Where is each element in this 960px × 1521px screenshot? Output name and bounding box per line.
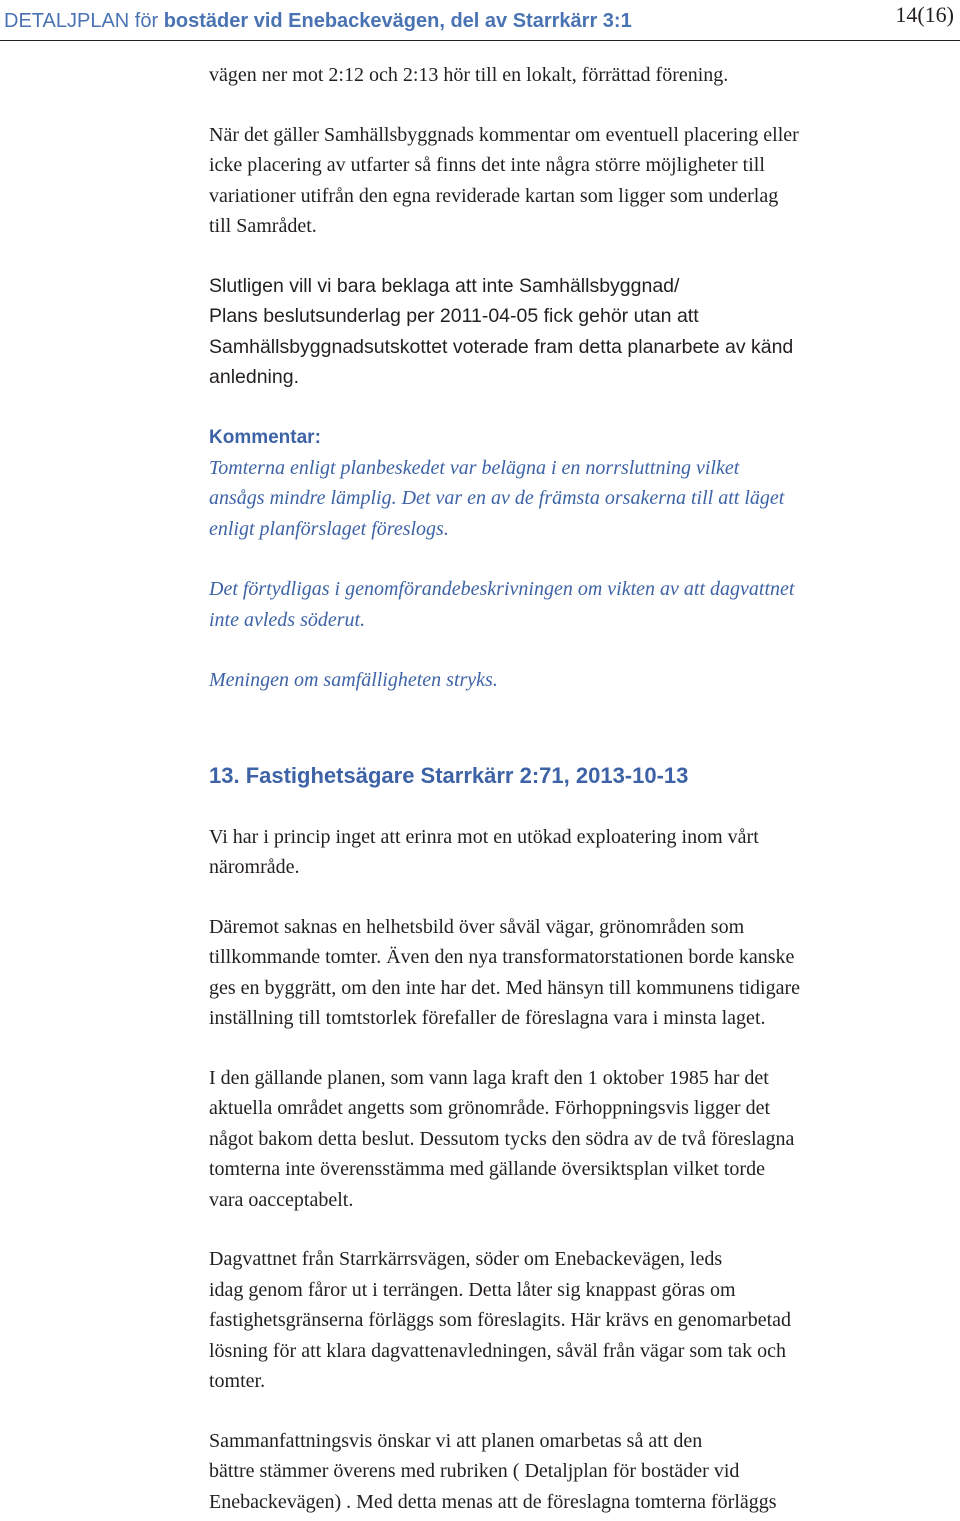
text-line: Det förtydligas i genomförandebeskrivningen om vikten av att dagvattnet xyxy=(209,578,795,600)
text-line: icke placering av utfarter så finns det inte några större möjligheter till xyxy=(209,154,765,176)
text-line: ges en byggrätt, om den inte har det. Med hänsyn till kommunens tidigare xyxy=(209,976,800,999)
page-number: 14(16) xyxy=(895,2,954,27)
text-line: Slutligen vill vi bara beklaga att inte Samhällsbyggnad/ xyxy=(209,274,680,297)
text-line: närområde. xyxy=(209,856,300,878)
document-body xyxy=(209,60,955,1517)
text-line: anledning. xyxy=(209,366,299,388)
text-line: Vi har i princip inget att erinra mot en utökad exploatering inom vårt xyxy=(209,825,759,848)
text-line: När det gäller Samhällsbyggnads kommentar om eventuell placering eller xyxy=(209,123,799,146)
text-line: Däremot saknas en helhetsbild över såväl vägar, grönområden som xyxy=(209,915,745,938)
paragraph xyxy=(209,1244,955,1397)
text-line: Meningen om samfälligheten stryks. xyxy=(209,669,498,691)
text-line: Sammanfattningsvis önskar vi att planen omarbetas så att den xyxy=(209,1429,703,1452)
text-line: tillkommande tomter. Även den nya transformatorstationen borde kanske xyxy=(209,946,795,968)
paragraph xyxy=(209,822,955,883)
page-header xyxy=(0,0,960,41)
text-line: något bakom detta beslut. Dessutom tycks den södra av de två föreslagna xyxy=(209,1127,795,1150)
text-line: I den gällande planen, som vann laga kraft den 1 oktober 1985 har det xyxy=(209,1066,769,1089)
paragraph xyxy=(209,1063,955,1216)
text-line: inställning till tomtstorlek förefaller de föreslagna vara i minsta laget. xyxy=(209,1007,766,1029)
section-heading: 13. Fastighetsägare Starrkärr 2:71, 2013-10-13 xyxy=(209,762,689,788)
text-line: inte avleds söderut. xyxy=(209,608,366,631)
text-line: aktuella området angetts som grönområde. Förhoppningsvis ligger det xyxy=(209,1097,770,1119)
paragraph xyxy=(209,120,955,242)
text-line: tomterna inte överensstämma med gällande översiktsplan vilket torde xyxy=(209,1158,765,1180)
text-line: vägen ner mot 2:12 och 2:13 hör till en lokalt, förrättad förening. xyxy=(209,64,729,86)
text-line: Samhällsbyggnadsutskottet voterade fram detta planarbete av känd xyxy=(209,335,794,358)
document-title xyxy=(4,8,632,34)
text-line: Tomterna enligt planbeskedet var belägna i en norrsluttning vilket xyxy=(209,456,740,479)
paragraph xyxy=(209,1426,955,1518)
comment-label: Kommentar: xyxy=(209,426,321,448)
document-title-main: bostäder vid Enebackevägen, del av Starrkärr 3:1 xyxy=(163,10,632,32)
text-line: lösning för att klara dagvattenavledningen, såväl från vägar som tak och xyxy=(209,1339,787,1362)
text-line: tomter. xyxy=(209,1370,266,1392)
text-line: idag genom fåror ut i terrängen. Detta låter sig knappast göras om xyxy=(209,1278,736,1301)
text-line: fastighetsgränserna förläggs som föreslagits. Här krävs en genomarbetad xyxy=(209,1309,792,1331)
document-title-prefix: DETALJPLAN för xyxy=(4,10,164,32)
text-line: Dagvattnet från Starrkärrsvägen, söder om Enebackevägen, leds xyxy=(209,1248,723,1270)
paragraph xyxy=(209,912,955,1034)
text-line: bättre stämmer överens med rubriken ( Detaljplan för bostäder vid xyxy=(209,1460,740,1482)
text-line: variationer utifrån den egna reviderade kartan som ligger som underlag xyxy=(209,184,779,207)
text-line: ansågs mindre lämplig. Det var en av de främsta orsakerna till att läget xyxy=(209,487,785,509)
paragraph xyxy=(209,271,955,393)
text-line: Plans beslutsunderlag per 2011-04-05 fick gehör utan att xyxy=(209,305,699,327)
comment-text xyxy=(209,665,955,696)
text-line: vara oacceptabelt. xyxy=(209,1188,354,1211)
comment-text xyxy=(209,453,955,545)
text-line: till Samrådet. xyxy=(209,215,317,237)
paragraph xyxy=(209,60,955,91)
text-line: enligt planförslaget föreslogs. xyxy=(209,517,449,540)
text-line: Enebackevägen) . Med detta menas att de föreslagna tomterna förläggs xyxy=(209,1490,777,1513)
comment-text xyxy=(209,574,955,635)
